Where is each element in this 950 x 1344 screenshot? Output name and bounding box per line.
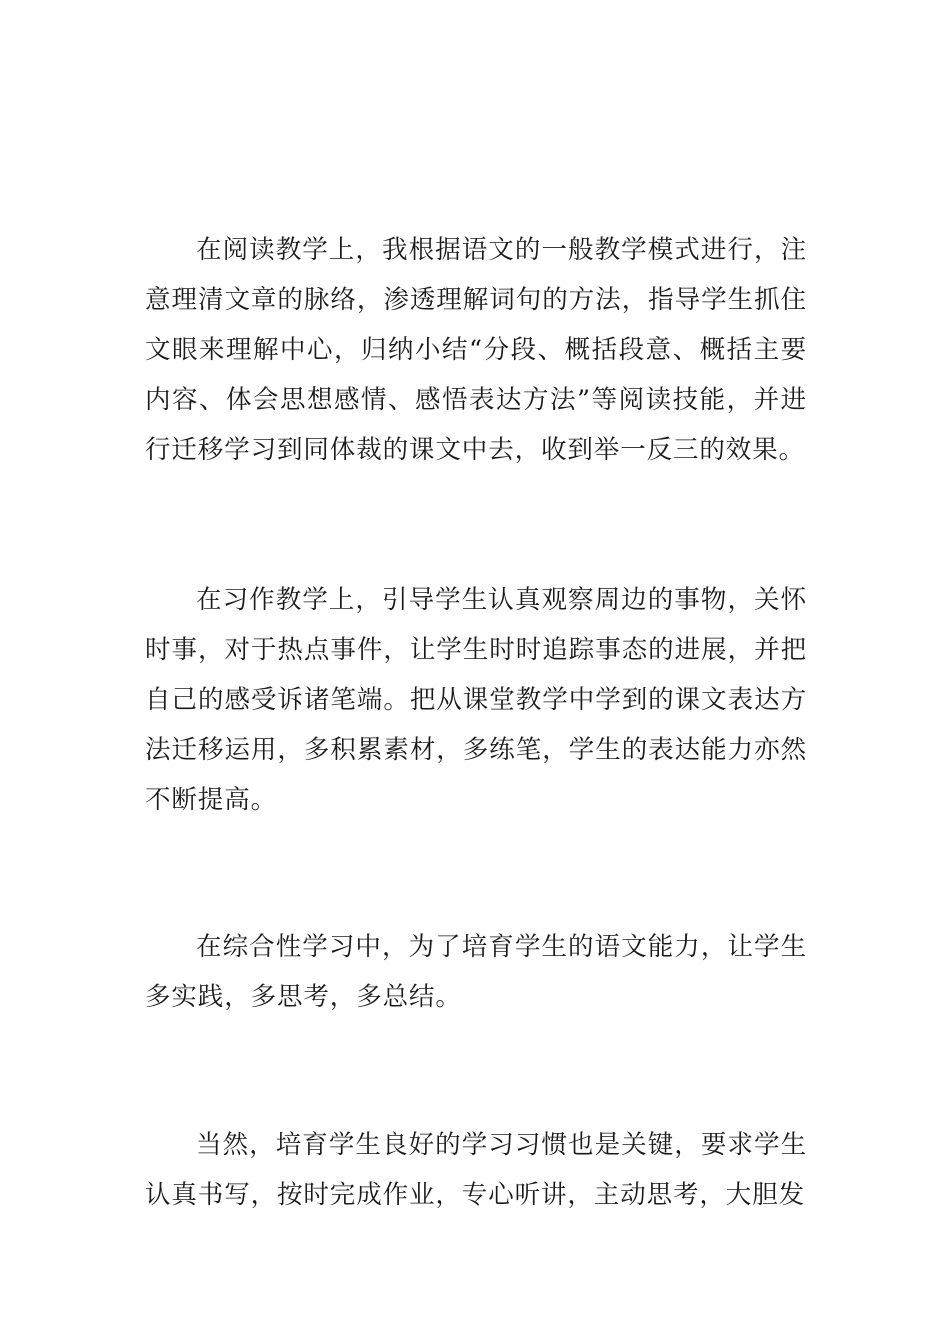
paragraph-comprehensive-learning: 在综合性学习中，为了培育学生的语文能力，让学生多实践，多思考，多总结。 — [145, 932, 807, 1012]
paragraph-reading-teaching: 在阅读教学上，我根据语文的一般教学模式进行，注意理清文章的脉络，渗透理解词句的方法，指导学生抓住文眼来理解中心，归纳小结“分段、概括段意、概括主要内容、体会思想感情、感悟表达方法”等阅读技能，并进行迁移学习到同体裁的课文中去，收到举一反三的效果。 — [145, 235, 807, 465]
paragraph-writing-teaching: 在习作教学上，引导学生认真观察周边的事物，关怀时事，对于热点事件，让学生时时追踪事态的进展，并把自己的感受诉诸笔端。把从课堂教学中学到的课文表达方法迁移运用，多积累素材，多练笔，学生的表达能力亦然不断提高。 — [145, 585, 807, 815]
paragraph-study-habits: 当然，培育学生良好的学习习惯也是关键，要求学生认真书写，按时完成作业，专心听讲，主动思考，大胆发 — [145, 1130, 807, 1210]
